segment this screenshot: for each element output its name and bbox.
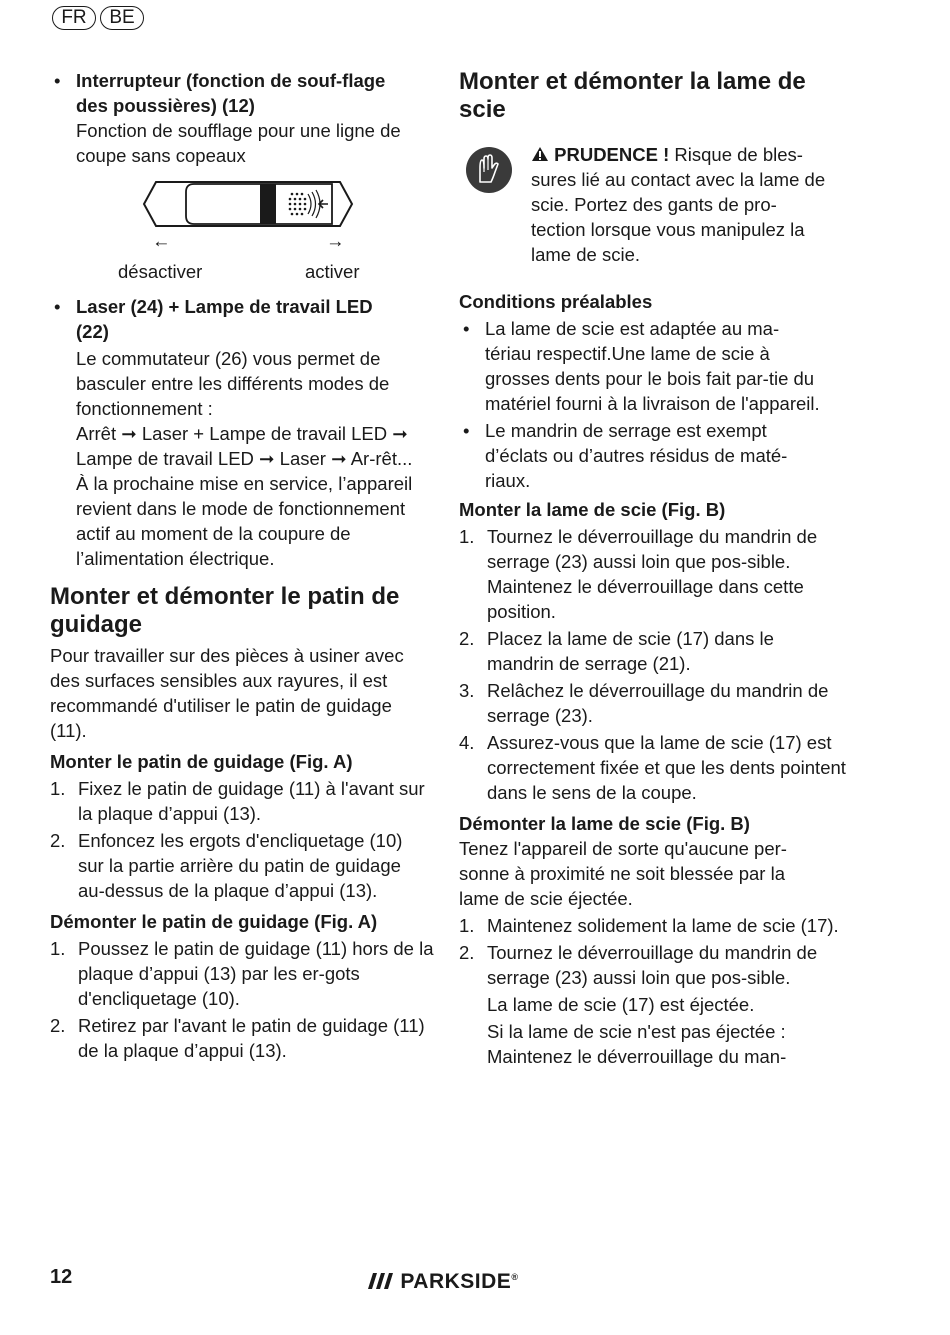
label-deactivate: désactiver: [118, 261, 203, 282]
list-item: • Le mandrin de serrage est exempt d’éclats ou d’autres résidus de maté-riaux.: [459, 418, 825, 493]
right-column: [459, 68, 846, 1069]
mount-blade-step-1: Tournez le déverrouillage du mandrin de serrage (23) aussi loin que pos-sible. Maintenez le déverrouillage dans cette position.: [487, 526, 818, 622]
label-activate: activer: [305, 261, 360, 282]
feature-laser-led-text3: À la prochaine mise en service, l’appareil revient dans le mode de fonctionnement actif au moment de la coupure de l’alimentation électrique.: [76, 473, 413, 569]
brand-logo: [368, 1270, 518, 1294]
list-item: 2. Enfoncez les ergots d'encliquetage (10) sur la partie arrière du patin de guidage au-dessus de la plaque d’appui (13).: [50, 828, 408, 903]
list-item: 1. Maintenez solidement la lame de scie (17).: [459, 913, 855, 938]
list-item: 2. Placez la lame de scie (17) dans le mandrin de serrage (21).: [459, 626, 827, 676]
list-item: 1. Poussez le patin de guidage (11) hors de la plaque d’appui (13) par les er-gots d'encliquetage (10).: [50, 936, 440, 1011]
prereq-item-1: La lame de scie est adaptée au ma-tériau respectif.Une lame de scie à grosses dents pour le bois fait par-tie du matériel fourni à la livraison de l'appareil.: [485, 318, 820, 414]
list-item: 2. Tournez le déverrouillage du mandrin de serrage (23) aussi loin que pos-sible.: [459, 940, 849, 990]
mount-guide-step-2: Enfoncez les ergots d'encliquetage (10) sur la partie arrière du patin de guidage au-dessus de la plaque d’appui (13).: [78, 830, 403, 901]
unmount-blade-step-2: Tournez le déverrouillage du mandrin de serrage (23) aussi loin que pos-sible.: [487, 942, 818, 988]
subtitle-mount-blade: Monter la lame de scie (Fig. B): [459, 499, 726, 520]
arrow-right-icon: →: [326, 230, 345, 251]
arrow-left-icon: ←: [152, 230, 171, 251]
unmount-blade-step-1: Maintenez solidement la lame de scie (17).: [487, 915, 839, 936]
language-badges: [52, 6, 144, 30]
warning-text-block: [531, 142, 829, 267]
section-intro-guide-shoe: Pour travailler sur des pièces à usiner avec des surfaces sensibles aux rayures, il est recommandé d'utiliser le patin de guidage (11).: [50, 645, 404, 741]
feature-blow-switch-title: Interrupteur (fonction de souf-flage des poussières) (12): [76, 70, 386, 116]
feature-blow-switch: • Interrupteur (fonction de souf-flage des poussières) (12) Fonction de soufflage pour une ligne de coupe sans copeaux: [50, 68, 430, 168]
list-item: • La lame de scie est adaptée au ma-tériau respectif.Une lame de scie à grosses dents pour le bois fait par-tie du matériel fourni à la livraison de l'appareil.: [459, 316, 825, 416]
list-item: 3. Relâchez le déverrouillage du mandrin de serrage (23).: [459, 678, 855, 728]
unmount-blade-intro: Tenez l'appareil de sorte qu'aucune per-sonne à proximité ne soit blessée par la lame de scie éjectée.: [459, 838, 787, 909]
list-item: 2. Retirez par l'avant le patin de guidage (11) de la plaque d’appui (13).: [50, 1013, 440, 1063]
warning-block: [459, 142, 829, 267]
list-item: 1. Fixez le patin de guidage (11) à l'avant sur la plaque d’appui (13).: [50, 776, 428, 826]
mount-blade-step-3: Relâchez le déverrouillage du mandrin de serrage (23).: [487, 680, 829, 726]
blow-switch-illustration: [142, 180, 354, 228]
feature-blow-switch-text: Fonction de soufflage pour une ligne de coupe sans copeaux: [76, 120, 401, 166]
mount-blade-step-2: Placez la lame de scie (17) dans le mandrin de serrage (21).: [487, 628, 774, 674]
warning-label: PRUDENCE !: [554, 144, 670, 165]
left-column: [50, 68, 434, 1063]
switch-figure: [50, 176, 430, 284]
warning-text: Risque de bles-sures lié au contact avec la lame de scie. Portez des gants de pro-tection lorsque vous manipulez la lame de scie.: [531, 144, 826, 265]
lang-badge-fr: FR: [52, 6, 96, 30]
section-title-guide-shoe: Monter et démonter le patin de guidage: [50, 583, 400, 638]
gloves-icon: [465, 146, 513, 194]
page-number: 12: [50, 1266, 73, 1288]
subtitle-mount-guide-shoe: Monter le patin de guidage (Fig. A): [50, 751, 353, 772]
feature-laser-led-text2: Arrêt ➞ Laser + Lampe de travail LED ➞ Lampe de travail LED ➞ Laser ➞ Ar-rêt...: [76, 423, 413, 469]
brand-stripes-icon: [368, 1272, 394, 1290]
subtitle-prerequisites: Conditions préalables: [459, 291, 653, 312]
section-title-saw-blade: Monter et démonter la lame de scie: [459, 68, 806, 123]
unmount-blade-note-2: Si la lame de scie n'est pas éjectée : Maintenez le déverrouillage du man-: [487, 1021, 787, 1067]
unmount-guide-step-1: Poussez le patin de guidage (11) hors de la plaque d’appui (13) par les er-gots d'encliquetage (10).: [78, 938, 434, 1009]
feature-laser-led-title: Laser (24) + Lampe de travail LED (22): [76, 296, 373, 342]
feature-laser-led: • Laser (24) + Lampe de travail LED (22) Le commutateur (26) vous permet de basculer entre les différents modes de fonctionnement : Arrêt ➞ Laser + Lampe de travail LED ➞ Lampe de travail LED ➞ Laser ➞ Ar-rêt... À la prochaine mise en service, l’appareil revient dans le mode de fonctionnement actif au moment de la coupure de l’alimentation électrique.: [50, 294, 430, 571]
brand-name: PARKSIDE: [400, 1270, 512, 1293]
brand-registered-mark: ®: [511, 1272, 519, 1282]
prereq-item-2: Le mandrin de serrage est exempt d’éclats ou d’autres résidus de maté-riaux.: [485, 420, 788, 491]
unmount-blade-note-1: La lame de scie (17) est éjectée.: [487, 994, 755, 1015]
unmount-guide-step-2: Retirez par l'avant le patin de guidage (11) de la plaque d’appui (13).: [78, 1015, 425, 1061]
list-item: 4. Assurez-vous que la lame de scie (17) est correctement fixée et que les dents pointent dans le sens de la coupe.: [459, 730, 855, 805]
warning-triangle-icon: [531, 146, 549, 162]
subtitle-unmount-guide-shoe: Démonter le patin de guidage (Fig. A): [50, 911, 378, 932]
mount-blade-step-4: Assurez-vous que la lame de scie (17) est correctement fixée et que les dents pointent dans le sens de la coupe.: [487, 732, 846, 803]
list-item: 1. Tournez le déverrouillage du mandrin de serrage (23) aussi loin que pos-sible. Maintenez le déverrouillage dans cette position.: [459, 524, 849, 624]
mount-guide-step-1: Fixez le patin de guidage (11) à l'avant sur la plaque d’appui (13).: [78, 778, 425, 824]
subtitle-unmount-blade: Démonter la lame de scie (Fig. B): [459, 813, 750, 834]
feature-laser-led-text1: Le commutateur (26) vous permet de basculer entre les différents modes de fonctionnement :: [76, 348, 390, 419]
lang-badge-be: BE: [100, 6, 144, 30]
